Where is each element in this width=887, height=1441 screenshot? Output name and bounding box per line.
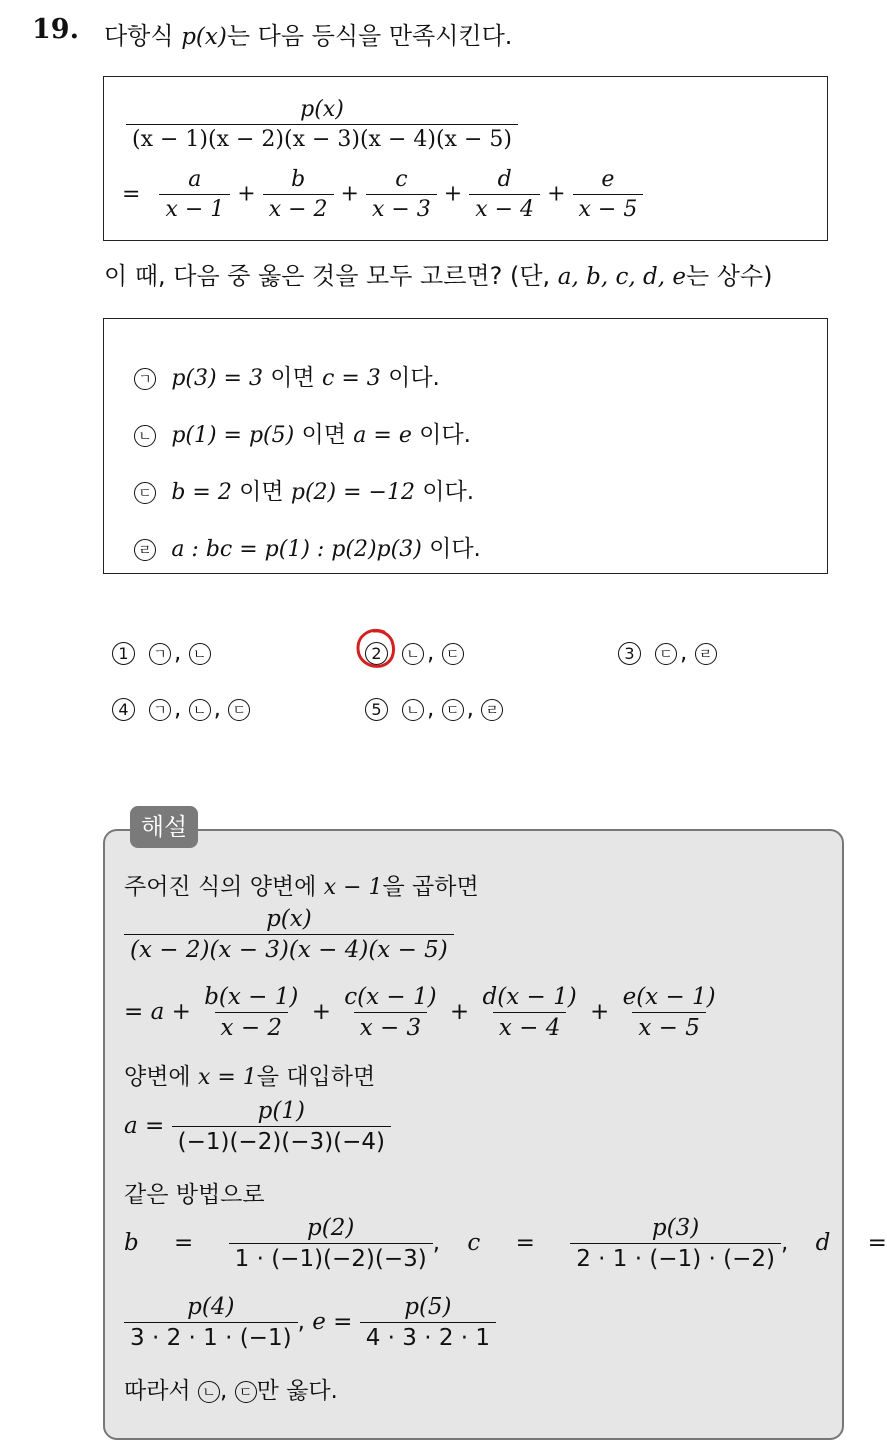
term-e-num: e	[601, 167, 615, 192]
condition-text: 이 때, 다음 중 옳은 것을 모두 고르면? (단,	[104, 262, 551, 290]
fraction-numerator: c(x − 1)	[344, 984, 437, 1010]
circled-label: ㄴ	[189, 699, 211, 721]
fraction-numerator: b(x − 1)	[204, 984, 299, 1010]
statement-text: 이면	[239, 479, 284, 505]
term-b-den: x − 2	[263, 194, 334, 222]
plus-sign: +	[590, 999, 610, 1025]
comma: ,	[297, 1309, 305, 1335]
solution-math: d	[815, 1230, 831, 1256]
fraction-denominator: x − 3	[354, 1012, 428, 1041]
comma: ,	[432, 1230, 441, 1256]
question-condition	[104, 256, 772, 291]
term-a-den: x − 1	[159, 194, 230, 222]
solution-conclusion: 따라서 ㄴ , ㄷ 만 옳다.	[124, 1378, 338, 1404]
solution-line-1	[124, 868, 479, 901]
circled-label: ㄱ	[134, 368, 156, 390]
term-b-num: b	[291, 167, 306, 192]
solution-text: 따라서	[124, 1378, 191, 1404]
lhs-denominator: (x − 1)(x − 2)(x − 3)(x − 4)(x − 5)	[126, 124, 518, 152]
choice-4[interactable]: 4 ㄱ , ㄴ , ㄷ	[112, 696, 253, 722]
solution-text: 만 옳다.	[256, 1378, 338, 1404]
statement-math: c = 3	[322, 366, 381, 391]
circled-label: ㄴ	[189, 643, 211, 665]
solution-math: x − 1	[323, 875, 383, 900]
polynomial-symbol: p(x)	[181, 24, 227, 50]
plus-sign: +	[340, 181, 359, 207]
statements-box	[103, 318, 828, 574]
choice-number: 3	[618, 642, 641, 665]
equals-sign: =	[174, 1230, 194, 1256]
solution-math: x = 1	[197, 1065, 257, 1090]
fraction-numerator: e(x − 1)	[622, 984, 716, 1010]
plus-sign: +	[237, 181, 256, 207]
circled-label: ㄴ	[402, 643, 424, 665]
condition-tail: 는 상수)	[685, 262, 773, 290]
statement-3	[134, 473, 474, 506]
selected-answer-mark	[354, 626, 398, 670]
statement-text: 이면	[301, 422, 346, 448]
question-text	[104, 16, 512, 51]
statement-text: 이다.	[422, 479, 475, 505]
fraction-numerator: p(x)	[266, 906, 312, 932]
term-e-den: x − 5	[573, 194, 644, 222]
lhs-numerator: p(x)	[300, 97, 344, 122]
circled-label: ㄹ	[134, 539, 156, 561]
statement-text: 이다.	[429, 536, 481, 562]
plus-sign: +	[547, 181, 566, 207]
equals-sign: =	[867, 1230, 887, 1256]
solution-math: = a +	[124, 999, 191, 1025]
equals-sign: =	[122, 181, 141, 207]
fraction-denominator: 4 · 3 · 2 · 1	[360, 1322, 496, 1351]
statement-math: a : bc = p(1) : p(2)p(3)	[171, 537, 422, 562]
solution-a-value	[124, 1098, 391, 1155]
fraction-numerator: p(4)	[187, 1294, 235, 1320]
term-d-den: x − 4	[469, 194, 540, 222]
circled-label: ㄴ	[134, 425, 156, 447]
choice-2[interactable]: 2 ㄴ , ㄷ	[365, 640, 467, 666]
circled-label: ㄱ	[149, 643, 171, 665]
fraction-numerator: d(x − 1)	[482, 984, 577, 1010]
question-text-before: 다항식	[104, 22, 174, 50]
comma: ,	[780, 1230, 789, 1256]
solution-fraction-1	[124, 906, 454, 963]
plus-sign: +	[311, 999, 331, 1025]
term-d-num: d	[497, 167, 512, 192]
statement-math: a = e	[353, 423, 412, 448]
term-c-den: x − 3	[366, 194, 437, 222]
circled-label: ㄷ	[655, 643, 677, 665]
statement-text: 이다.	[419, 422, 471, 448]
solution-math: b	[124, 1230, 139, 1256]
equals-sign: =	[515, 1230, 535, 1256]
solution-line-4	[124, 1058, 375, 1091]
circled-label: ㄴ	[198, 1381, 220, 1403]
circled-label: ㄷ	[228, 699, 250, 721]
solution-bcd-values	[124, 1215, 887, 1272]
fraction-denominator: (x − 2)(x − 3)(x − 4)(x − 5)	[124, 934, 454, 963]
term-c-num: c	[395, 167, 408, 192]
plus-sign: +	[443, 181, 463, 207]
circled-label: ㄴ	[402, 699, 424, 721]
choice-number: 4	[112, 698, 135, 721]
statement-math: b = 2	[171, 480, 232, 505]
circled-label: ㄱ	[149, 699, 171, 721]
equation-lhs	[126, 97, 518, 152]
condition-vars: a, b, c, d, e	[557, 264, 686, 290]
term-d	[469, 167, 540, 222]
fraction-denominator: 2 · 1 · (−1) · (−2)	[570, 1243, 781, 1272]
choice-number: 1	[112, 642, 135, 665]
circled-label: ㄷ	[134, 482, 156, 504]
statement-1	[134, 359, 440, 392]
choice-1[interactable]: 1 ㄱ , ㄴ	[112, 640, 214, 666]
circled-label: ㄹ	[481, 699, 503, 721]
circled-label: ㄹ	[695, 643, 717, 665]
solution-math: c	[467, 1230, 481, 1256]
equation-rhs	[122, 167, 643, 222]
fraction-numerator: p(1)	[257, 1098, 305, 1124]
solution-text: 양변에	[124, 1064, 191, 1090]
fraction-denominator: 1 · (−1)(−2)(−3)	[229, 1243, 433, 1272]
solution-math: e =	[312, 1309, 353, 1335]
fraction-denominator: (−1)(−2)(−3)(−4)	[172, 1126, 391, 1155]
plus-sign: +	[449, 999, 470, 1025]
question-text-after: 는 다음 등식을 만족시킨다.	[226, 22, 513, 50]
choice-5[interactable]: 5 ㄴ , ㄷ , ㄹ	[365, 696, 506, 722]
solution-text: 주어진 식의 양변에	[124, 874, 317, 900]
circled-label: ㄷ	[442, 643, 464, 665]
term-b	[263, 167, 334, 222]
solution-math: a =	[124, 1113, 165, 1139]
fraction-numerator: p(2)	[307, 1215, 355, 1241]
solution-de-values	[124, 1294, 496, 1351]
lhs-fraction	[126, 97, 518, 152]
solution-text: 을 대입하면	[256, 1064, 376, 1090]
term-e	[573, 167, 644, 222]
statement-math: p(2) = −12	[290, 480, 415, 505]
solution-text: 을 곱하면	[382, 874, 479, 900]
term-a	[159, 167, 230, 222]
choice-3[interactable]: 3 ㄷ , ㄹ	[618, 640, 720, 666]
circled-label: ㄷ	[442, 699, 464, 721]
statement-text: 이면	[270, 365, 315, 391]
circled-label: ㄷ	[235, 1381, 257, 1403]
statement-2	[134, 416, 471, 449]
solution-line-6: 같은 방법으로	[124, 1182, 265, 1208]
fraction-denominator: x − 2	[215, 1012, 289, 1041]
fraction-numerator: p(5)	[404, 1294, 452, 1320]
statement-math: p(1) = p(5)	[171, 423, 295, 448]
fraction-denominator: x − 4	[493, 1012, 567, 1041]
fraction-denominator: 3 · 2 · 1 · (−1)	[124, 1322, 298, 1351]
choice-number: 2	[365, 642, 388, 665]
solution-tag: 해설	[130, 806, 198, 848]
equation-box	[103, 76, 828, 241]
statement-text: 이다.	[388, 365, 440, 391]
statement-math: p(3) = 3	[171, 366, 263, 391]
solution-line-3	[124, 984, 722, 1041]
fraction-denominator: x − 5	[632, 1012, 706, 1041]
fraction-numerator: p(3)	[651, 1215, 700, 1241]
choice-number: 5	[365, 698, 388, 721]
term-a-num: a	[188, 167, 202, 192]
question-number: 19.	[32, 14, 79, 45]
term-c	[366, 167, 437, 222]
statement-4	[134, 530, 481, 563]
